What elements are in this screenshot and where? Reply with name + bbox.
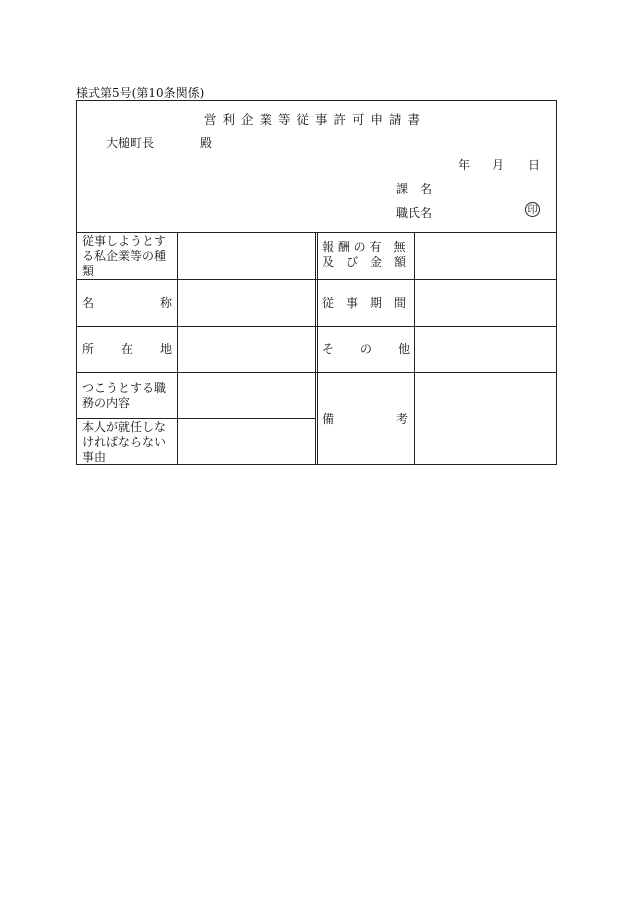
label-char: そ (322, 342, 335, 356)
label-line: 本人が就任しな (82, 420, 167, 434)
seal-mark: 印 (525, 202, 540, 217)
label-line: ければならない (82, 435, 167, 449)
date-day-label: 日 (528, 158, 541, 172)
form-number: 様式第5号(第10条関係) (76, 86, 205, 100)
label-line: 事由 (82, 450, 107, 464)
label-char: 称 (159, 296, 172, 310)
section-label: 課 名 (396, 182, 433, 196)
label-char: 在 (120, 342, 133, 356)
grid-line (414, 232, 415, 465)
label-line: 及 び 金 額 (322, 255, 407, 269)
grid-line (76, 418, 316, 419)
label-other (322, 342, 410, 357)
label-reason (82, 420, 174, 465)
label-char: 所 (82, 342, 95, 356)
label-duties (82, 381, 174, 411)
label-name (82, 296, 172, 311)
label-char: 備 (322, 412, 335, 426)
label-char: 名 (82, 296, 95, 310)
label-company-type (82, 234, 174, 279)
label-char: 地 (159, 342, 172, 356)
label-char: 考 (395, 412, 408, 426)
addressee-name: 大槌町長 (106, 136, 155, 150)
grid-line (315, 232, 316, 465)
label-line: 務の内容 (82, 396, 131, 410)
label-remuneration (322, 240, 412, 270)
label-line: る私企業等の種 (82, 249, 167, 263)
form-title: 営利企業等従事許可申請書 (203, 112, 426, 127)
label-location (82, 342, 172, 357)
label-char: 他 (397, 342, 410, 356)
label-remarks (322, 412, 408, 427)
label-period: 従 事 期 間 (322, 296, 407, 310)
date-year-label: 年 (458, 158, 471, 172)
grid-line (177, 232, 178, 465)
grid-line (317, 232, 318, 465)
label-line: つこうとする職 (82, 381, 167, 395)
label-line: 従事しようとす (82, 234, 167, 248)
label-line: 報 酬 の 有 無 (322, 240, 406, 254)
name-label: 職氏名 (396, 206, 433, 220)
label-line: 類 (82, 264, 95, 278)
addressee-honorific: 殿 (200, 136, 213, 150)
label-char: の (359, 342, 372, 356)
date-month-label: 月 (492, 158, 505, 172)
